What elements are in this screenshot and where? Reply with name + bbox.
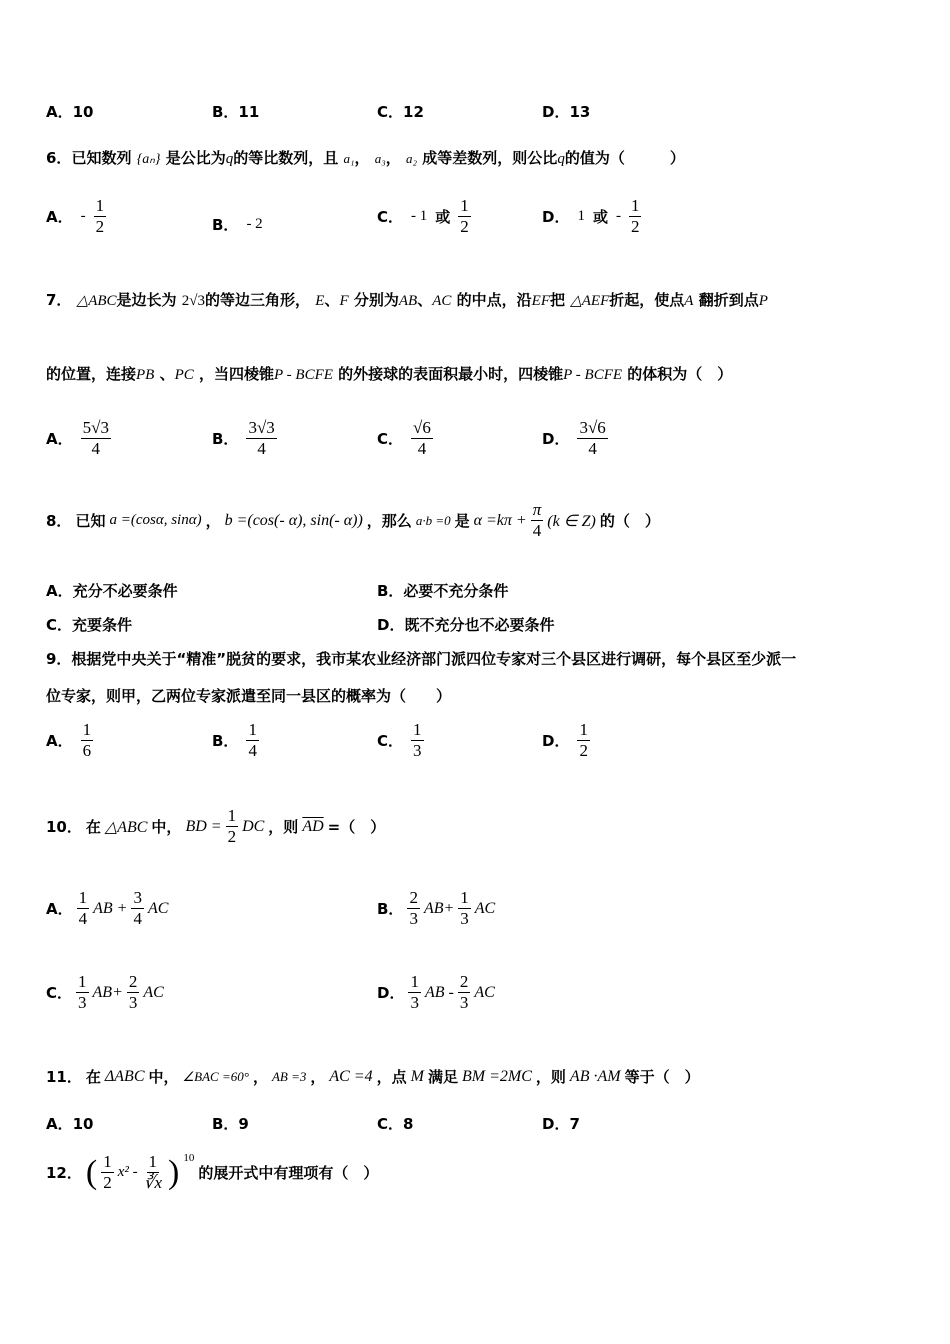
- q5-option-a: A．10: [46, 103, 94, 121]
- q9-option-b: B． $\frac{1}{4}$: [212, 720, 257, 760]
- q5-option-b: B．11: [212, 103, 260, 121]
- fraction: $\frac{2}{3}$: [128, 972, 138, 1012]
- sequence-symbol: {aₙ}: [136, 152, 161, 167]
- q9-option-c: C． $\frac{1}{3}$: [377, 720, 422, 760]
- fraction: $\frac{2}{3}$: [459, 972, 469, 1012]
- q6-option-c: C． - 1 或 $\frac{1}{2}$: [377, 196, 469, 236]
- fraction: $\frac{\pi}{4}$: [532, 500, 542, 540]
- fraction: $\frac{1}{2}$: [227, 806, 237, 846]
- q9-option-a: A． $\frac{1}{6}$: [46, 720, 92, 760]
- q7-option-d: D． $\frac{3√6}{4}$: [542, 418, 606, 458]
- q6-option-a: A． - $\frac{1}{2}$: [46, 196, 105, 236]
- q6-option-d: D． 1 或 - $\frac{1}{2}$: [542, 196, 640, 236]
- fraction: $\frac{1}{4}$: [78, 888, 88, 928]
- q7-option-c: C． $\frac{√6}{4}$: [377, 418, 431, 458]
- fraction: $\frac{1}{3}$: [78, 972, 87, 1012]
- vector-a: a =(cosα, sinα): [109, 512, 202, 528]
- q10-option-b: B． $\frac{2}{3}$ AB+ $\frac{1}{3}$ AC: [377, 888, 496, 928]
- q11-option-b: B．9: [212, 1115, 249, 1133]
- fraction: $\frac{1}{2}$: [103, 1152, 112, 1192]
- q11-option-a: A．10: [46, 1115, 94, 1133]
- fraction: $\frac{1}{2}$: [630, 196, 640, 236]
- question-8-stem: 8． 已知 a =(cosα, sinα) ， b =(cos(- α), sin(- α)) ，那么 a·b =0 是 α =kπ + $\frac{\pi}{4}$ (k ∈ Z) 的（ ）: [46, 500, 660, 540]
- q8-option-a: A．充分不必要条件: [46, 582, 178, 600]
- q9-option-d: D． $\frac{1}{2}$: [542, 720, 588, 760]
- q8-option-d: D．既不充分也不必要条件: [377, 616, 555, 634]
- fraction: $\frac{3√6}{4}$: [579, 418, 606, 458]
- fraction: $\frac{1}{6}$: [82, 720, 92, 760]
- question-11-stem: 11． 在 ΔABC 中， ∠BAC =60° ， AB =3 ， AC =4 ，点 M 满足 BM =2MC ，则 AB ·AM 等于（ ）: [46, 1067, 700, 1086]
- fraction: $\frac{1}{2}$: [95, 196, 105, 236]
- fraction: $\frac{3}{4}$: [133, 888, 142, 928]
- fraction: $\frac{√6}{4}$: [413, 418, 431, 458]
- vector-b: b =(cos(- α), sin(- α)): [224, 511, 363, 529]
- fraction: $\frac{1}{3}$: [460, 888, 469, 928]
- q6-option-b: B． - 2: [212, 216, 263, 234]
- fraction: $\frac{2}{3}$: [409, 888, 418, 928]
- question-6-stem: 6．已知数列 {aₙ} 是公比为q的等比数列，且 a₁， a₃， a₂ 成等差数列，则公比q的值为（ ）: [46, 149, 685, 167]
- q8-option-c: C．充要条件: [46, 616, 133, 634]
- question-9-stem-line1: 9．根据党中央关于“精准”脱贫的要求，我市某农业经济部门派四位专家对三个县区进行调研，每个县区至少派一: [46, 650, 797, 668]
- question-7-stem-line2: 的位置，连接PB 、PC ，当四棱锥P - BCFE 的外接球的表面积最小时，四棱锥P - BCFE 的体积为（ ）: [46, 365, 733, 383]
- q10-option-d: D． $\frac{1}{3}$ AB - $\frac{2}{3}$ AC: [377, 972, 495, 1012]
- fraction: $\frac{1}{2}$: [579, 720, 588, 760]
- q5-option-c: C．12: [377, 103, 424, 121]
- question-number: 6．: [46, 149, 72, 167]
- fraction: $\frac{5√3}{4}$: [82, 418, 109, 458]
- q8-option-b: B．必要不充分条件: [377, 582, 509, 600]
- q11-option-c: C．8: [377, 1115, 414, 1133]
- q10-option-a: A． $\frac{1}{4}$ AB + $\frac{3}{4}$ AC: [46, 888, 169, 928]
- fraction: $\frac{1}{3}$: [413, 720, 422, 760]
- q11-option-d: D．7: [542, 1115, 580, 1133]
- fraction: $\frac{1}{3}$: [410, 972, 419, 1012]
- q7-option-a: A． $\frac{5√3}{4}$: [46, 418, 109, 458]
- question-7-stem-line1: 7． △ABC是边长为 2√3的等边三角形， E、F 分别为AB、AC 的中点，沿EF把 △AEF折起，使点A 翻折到点P: [46, 291, 768, 309]
- fraction: $\frac{1}{4}$: [248, 720, 257, 760]
- fraction: $\frac{1}{2}$: [460, 196, 469, 236]
- question-9-stem-line2: 位专家，则甲，乙两位专家派遣至同一县区的概率为（ ）: [46, 687, 452, 705]
- q5-option-d: D．13: [542, 103, 591, 121]
- question-12-stem: 12． ( $\frac{1}{2}$ x² - $\frac{1}{∛x}$ ) 10 的展开式中有理项有（ ）: [46, 1152, 379, 1192]
- q7-option-b: B． $\frac{3√3}{4}$: [212, 418, 275, 458]
- fraction: $\frac{1}{∛x}$: [143, 1152, 162, 1192]
- fraction: $\frac{3√3}{4}$: [248, 418, 275, 458]
- question-10-stem: 10． 在 △ABC 中， BD = $\frac{1}{2}$ DC ，则 $\overline{AD}$ =（ ）: [46, 806, 386, 846]
- q10-option-c: C． $\frac{1}{3}$ AB+ $\frac{2}{3}$ AC: [46, 972, 164, 1012]
